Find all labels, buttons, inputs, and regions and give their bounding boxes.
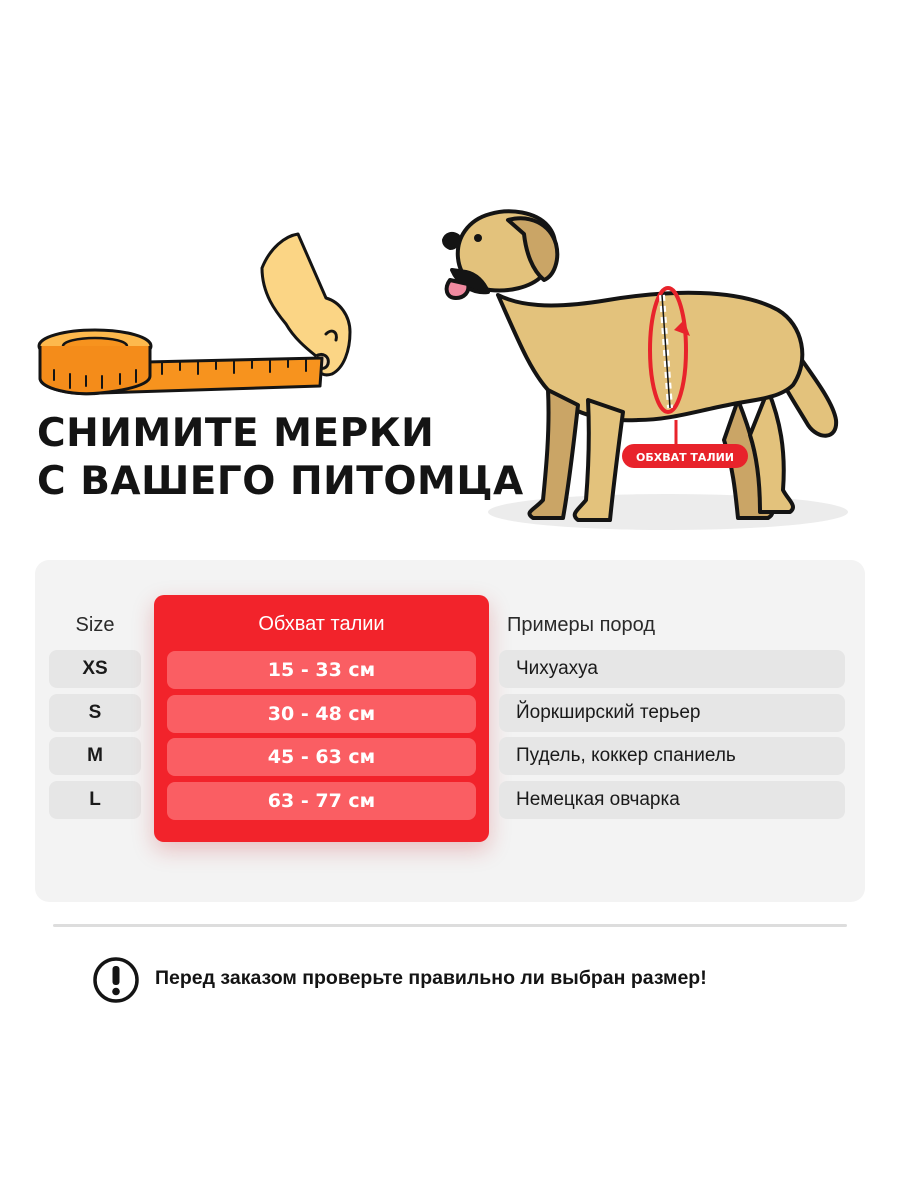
headline-line-2: С ВАШЕГО ПИТОМЦА	[37, 459, 524, 504]
size-cell-l: L	[49, 781, 141, 819]
breed-cell-s: Йоркширский терьер	[499, 694, 845, 732]
girth-cell-xs: 15 - 33 см	[167, 651, 476, 689]
hand-icon	[262, 234, 350, 375]
headline-line-1: СНИМИТЕ МЕРКИ	[37, 411, 435, 456]
breed-column-header: Примеры пород	[507, 614, 656, 636]
breed-cell-m: Пудель, коккер спаниель	[499, 737, 845, 775]
girth-column	[154, 595, 489, 842]
measuring-tape-illustration	[30, 228, 355, 398]
size-cell-xs: XS	[49, 650, 141, 688]
size-column-header: Size	[75, 614, 115, 636]
breed-cell-l: Немецкая овчарка	[499, 781, 845, 819]
breed-cell-xs: Чихуахуа	[499, 650, 845, 688]
girth-column-header: Обхват талии	[258, 613, 385, 635]
measuring-tape-icon	[39, 330, 322, 394]
girth-cell-l: 63 - 77 см	[167, 782, 476, 820]
girth-cell-s: 30 - 48 см	[167, 695, 476, 733]
breed-column	[499, 600, 845, 824]
size-warning-text: Перед заказом проверьте правильно ли выбран размер!	[155, 967, 707, 989]
size-cell-s: S	[49, 694, 141, 732]
headline	[37, 410, 524, 506]
exclamation-icon	[92, 956, 140, 1004]
size-cell-m: M	[49, 737, 141, 775]
size-column	[49, 600, 141, 824]
girth-cell-m: 45 - 63 см	[167, 738, 476, 776]
waist-label: ОБХВАТ ТАЛИИ	[635, 451, 735, 464]
divider	[53, 924, 847, 927]
